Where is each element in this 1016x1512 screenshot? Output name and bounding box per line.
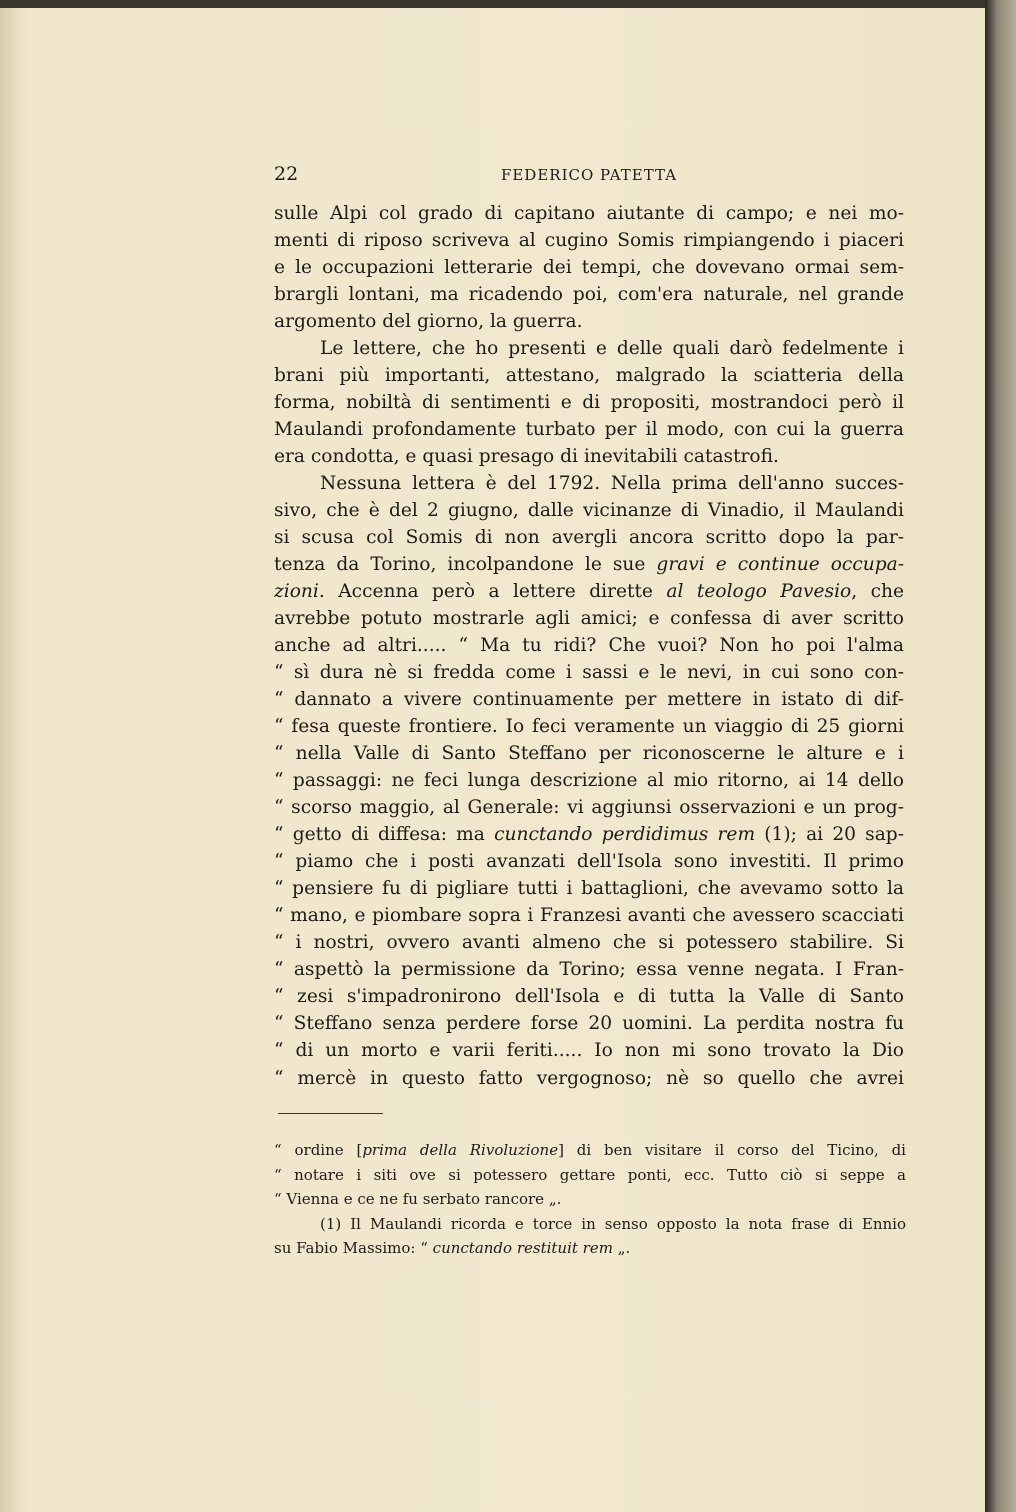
text-run: “ pensiere fu di pigliare tutti i battaglioni, che avevamo sotto la [274,878,904,900]
text-run: menti di riposo scriveva al cugino Somis rimpiangendo i piaceri [274,230,904,252]
text-run: su Fabio Massimo: “ [274,1239,433,1257]
text-run: “ zesi s'impadronirono dell'Isola e di tutta la Valle di Santo [274,986,904,1008]
text-line [274,605,904,632]
text-run: “ nella Valle di Santo Steffano per riconoscerne le alture e i [274,743,904,765]
text-line [274,956,904,983]
text-run: tenza da Torino, incolpandone le sue [274,554,657,576]
footnote-line [274,1187,906,1212]
text-run: “ notare i siti ove si potessero gettare ponti, ecc. Tutto ciò si seppe a [274,1165,906,1184]
text-line [274,551,904,578]
italic-text: al teologo Pavesio [666,581,852,603]
text-line [274,686,904,713]
text-line [274,497,904,524]
italic-text: gravi e continue occupa- [656,554,904,576]
text-run: “ sì dura nè si fredda come i sassi e le nevi, in cui sono con- [274,662,904,684]
text-run: brani più importanti, attestano, malgrado la sciatteria della [274,365,904,387]
text-line [274,200,904,227]
text-run: „. [612,1239,631,1257]
text-run: “ getto di diffesa: ma [274,824,495,846]
footnote-line [274,1138,906,1163]
text-line [274,362,904,389]
running-title: FEDERICO PATETTA [500,166,678,184]
text-run: “ mano, e piombare sopra i Franzesi avanti che avessero scacciati [274,905,904,927]
text-line [274,308,904,335]
text-run: “ ordine [ [274,1141,363,1159]
text-line [274,227,904,254]
italic-text: cunctando restituit rem [432,1239,613,1257]
text-run: ] di ben visitare il corso del Ticino, di [558,1141,906,1159]
text-run: era condotta, e quasi presago di inevitabili catastrofi. [274,446,779,468]
text-run: sulle Alpi col grado di capitano aiutante di campo; e nei mo- [274,203,904,224]
text-line [274,1037,904,1064]
body-text [274,200,904,1092]
footnote-line [274,1236,906,1261]
text-run: sivo, che è del 2 giugno, dalle vicinanze di Vinadio, il Maulandi [274,500,904,522]
italic-text: zioni [274,581,319,603]
text-line [274,713,904,740]
italic-text: cunctando perdidimus rem [494,824,756,846]
text-line [274,848,904,875]
footnotes [274,1138,906,1261]
text-run: . Accenna però a lettere dirette [318,581,667,603]
text-run: “ dannato a vivere continuamente per mettere in istato di dif- [274,689,904,711]
text-line [274,794,904,821]
text-line [274,416,904,443]
text-run: “ Vienna e ce ne fu serbato rancore „. [274,1190,562,1208]
text-line [274,875,904,902]
text-line [274,929,904,956]
text-run: Le lettere, che ho presenti e delle quali darò fedelmente i [320,338,904,360]
text-line [274,740,904,767]
scan-border [985,0,1016,1512]
text-run: “ piamo che i posti avanzati dell'Isola sono investiti. Il primo [274,851,904,873]
text-line [274,1065,904,1092]
text-line [274,659,904,686]
text-run: (1); ai 20 sap- [755,824,904,846]
running-header [274,163,904,187]
text-line [274,902,904,929]
text-run: avrebbe potuto mostrarle agli amici; e confessa di aver scritto [274,608,904,630]
text-run: “ Steffano senza perdere forse 20 uomini. La perdita nostra fu [274,1013,904,1035]
text-line [274,632,904,659]
text-line [274,578,904,605]
footnote-line [274,1163,906,1188]
footnote-line [274,1212,906,1237]
italic-text: prima della Rivoluzione [362,1141,559,1159]
text-run: e le occupazioni letterarie dei tempi, che dovevano ormai sem- [274,257,904,279]
page-number: 22 [274,163,299,185]
text-run: Nessuna lettera è del 1792. Nella prima dell'anno succes- [320,473,904,495]
text-run: , che [851,581,904,603]
text-line [274,767,904,794]
text-run: “ scorso maggio, al Generale: vi aggiunsi osservazioni e un prog- [274,797,904,819]
text-line [274,389,904,416]
text-line [274,821,904,848]
text-run: “ aspettò la permissione da Torino; essa venne negata. I Fran- [274,959,904,981]
text-line [274,1010,904,1037]
text-run: si scusa col Somis di non avergli ancora scritto dopo la par- [274,527,904,549]
text-run: (1) Il Maulandi ricorda e torce in senso opposto la nota frase di Ennio [320,1214,906,1233]
text-run: “ mercè in questo fatto vergognoso; nè so quello che avrei [274,1067,904,1089]
text-line [274,983,904,1010]
text-run: Maulandi profondamente turbato per il modo, con cui la guerra [274,419,904,441]
text-run: anche ad altri..... “ Ma tu ridi? Che vuoi? Non ho poi l'alma [274,635,904,657]
page-left-edge [0,8,20,1512]
text-run: brargli lontani, ma ricadendo poi, com'era naturale, nel grande [274,284,904,306]
text-line [274,281,904,308]
text-run: “ di un morto e varii feriti..... Io non mi sono trovato la Dio [274,1040,904,1062]
text-line [274,443,904,470]
footnote-rule [278,1113,383,1114]
text-run: “ passaggi: ne feci lunga descrizione al mio ritorno, ai 14 dello [274,770,904,792]
text-run: “ fesa queste frontiere. Io feci veramente un viaggio di 25 giorni [274,716,904,738]
text-run: “ i nostri, ovvero avanti almeno che si potessero stabilire. Si [274,932,904,954]
text-run: forma, nobiltà di sentimenti e di propositi, mostrandoci però il [274,392,904,414]
text-line [274,335,904,362]
text-line [274,470,904,497]
text-line [274,254,904,281]
text-line [274,524,904,551]
text-run: argomento del giorno, la guerra. [274,311,583,333]
